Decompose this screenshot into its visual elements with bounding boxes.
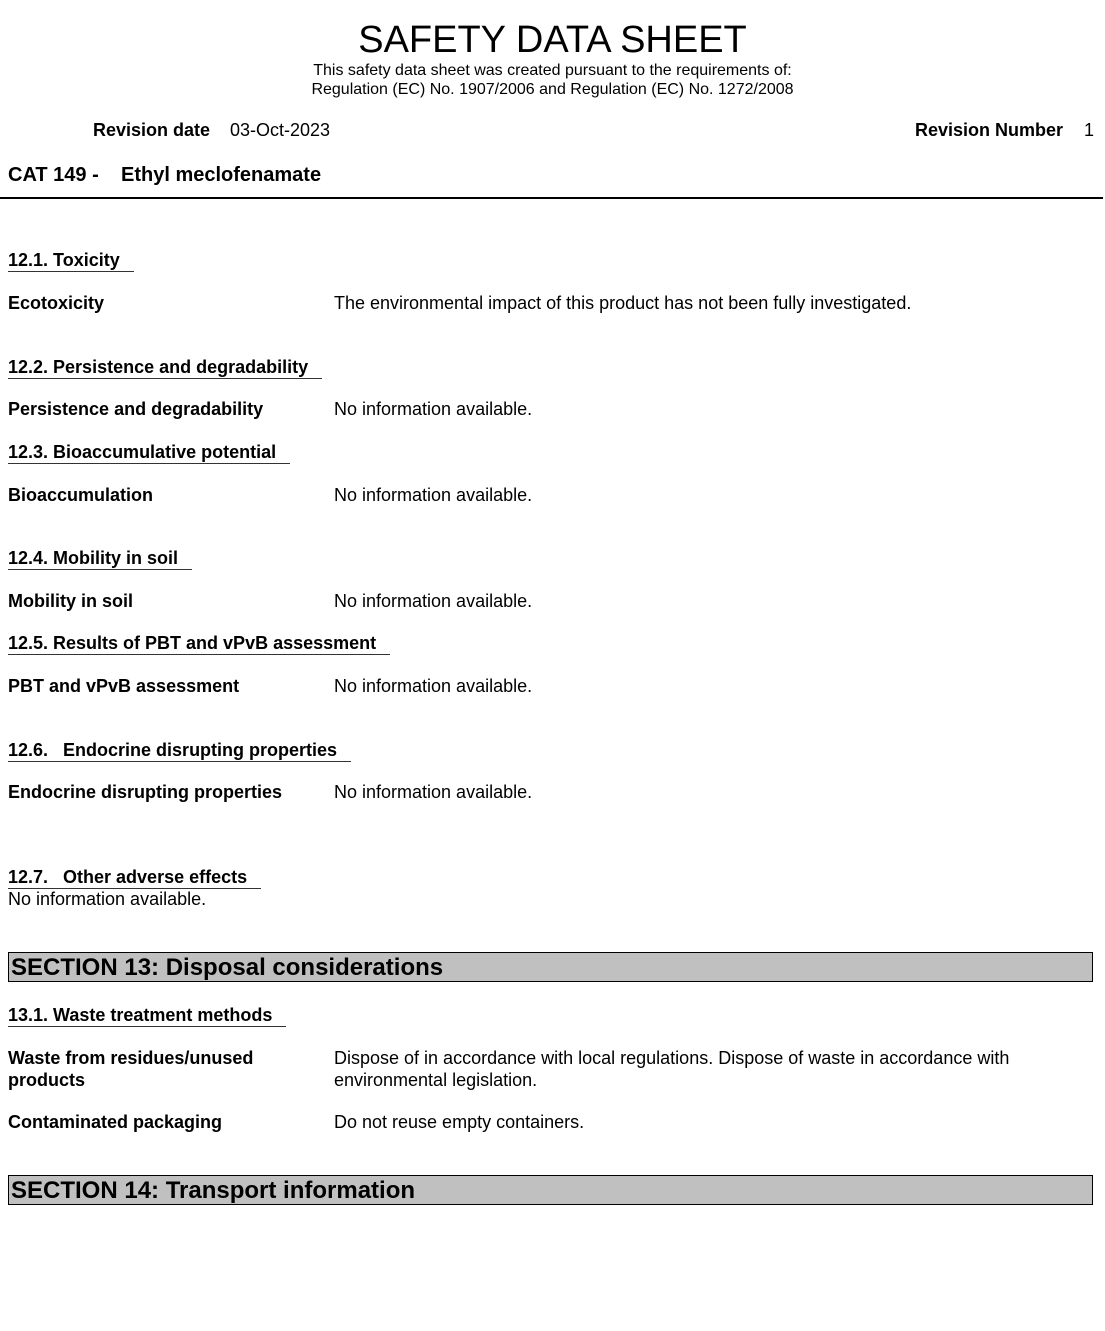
subsection-12-1-heading: 12.1. Toxicity bbox=[8, 250, 134, 272]
page-title: SAFETY DATA SHEET bbox=[358, 19, 747, 61]
revision-number-value: 1 bbox=[1084, 120, 1095, 140]
ecotoxicity-label: Ecotoxicity bbox=[8, 293, 105, 313]
persistence-value: No information available. bbox=[334, 399, 533, 419]
subsection-12-5-heading: 12.5. Results of PBT and vPvB assessment bbox=[8, 633, 390, 655]
subsection-12-6-heading: 12.6. Endocrine disrupting properties bbox=[8, 740, 351, 762]
persistence-label: Persistence and degradability bbox=[8, 399, 264, 419]
subsection-12-3-heading: 12.3. Bioaccumulative potential bbox=[8, 442, 290, 464]
product-code: CAT 149 - bbox=[8, 164, 99, 186]
subsection-12-2-heading: 12.2. Persistence and degradability bbox=[8, 357, 322, 379]
contaminated-packaging-value: Do not reuse empty containers. bbox=[334, 1112, 585, 1132]
other-effects-value: No information available. bbox=[8, 889, 207, 909]
section-13-title: SECTION 13: Disposal considerations bbox=[11, 954, 444, 981]
header-divider bbox=[0, 197, 1103, 199]
pbt-value: No information available. bbox=[334, 676, 533, 696]
subtitle-line-2: Regulation (EC) No. 1907/2006 and Regulation (EC) No. 1272/2008 bbox=[311, 81, 794, 98]
revision-date-value: 03-Oct-2023 bbox=[230, 120, 331, 140]
revision-date-label: Revision date bbox=[93, 120, 211, 140]
subsection-13-1-heading: 13.1. Waste treatment methods bbox=[8, 1005, 286, 1027]
contaminated-packaging-label: Contaminated packaging bbox=[8, 1112, 223, 1132]
bioaccumulation-value: No information available. bbox=[334, 485, 533, 505]
endocrine-label: Endocrine disrupting properties bbox=[8, 782, 283, 802]
section-13-header bbox=[8, 952, 1093, 982]
section-14-header bbox=[8, 1175, 1093, 1205]
revision-number-label: Revision Number bbox=[915, 120, 1064, 140]
waste-residues-label: Waste from residues/unused products bbox=[8, 1048, 254, 1090]
pbt-label: PBT and vPvB assessment bbox=[8, 676, 240, 696]
endocrine-value: No information available. bbox=[334, 782, 533, 802]
subsection-12-7-heading: 12.7. Other adverse effects bbox=[8, 867, 261, 889]
waste-residues-value: Dispose of in accordance with local regulations. Dispose of waste in accordance with environmental legislation. bbox=[334, 1048, 1010, 1090]
product-name: Ethyl meclofenamate bbox=[121, 164, 322, 186]
section-14-title: SECTION 14: Transport information bbox=[11, 1177, 416, 1204]
mobility-value: No information available. bbox=[334, 591, 533, 611]
subsection-12-4-heading: 12.4. Mobility in soil bbox=[8, 548, 192, 570]
ecotoxicity-value: The environmental impact of this product has not been fully investigated. bbox=[334, 293, 912, 313]
mobility-label: Mobility in soil bbox=[8, 591, 133, 611]
bioaccumulation-label: Bioaccumulation bbox=[8, 485, 154, 505]
subtitle-line-1: This safety data sheet was created pursuant to the requirements of: bbox=[313, 62, 792, 79]
